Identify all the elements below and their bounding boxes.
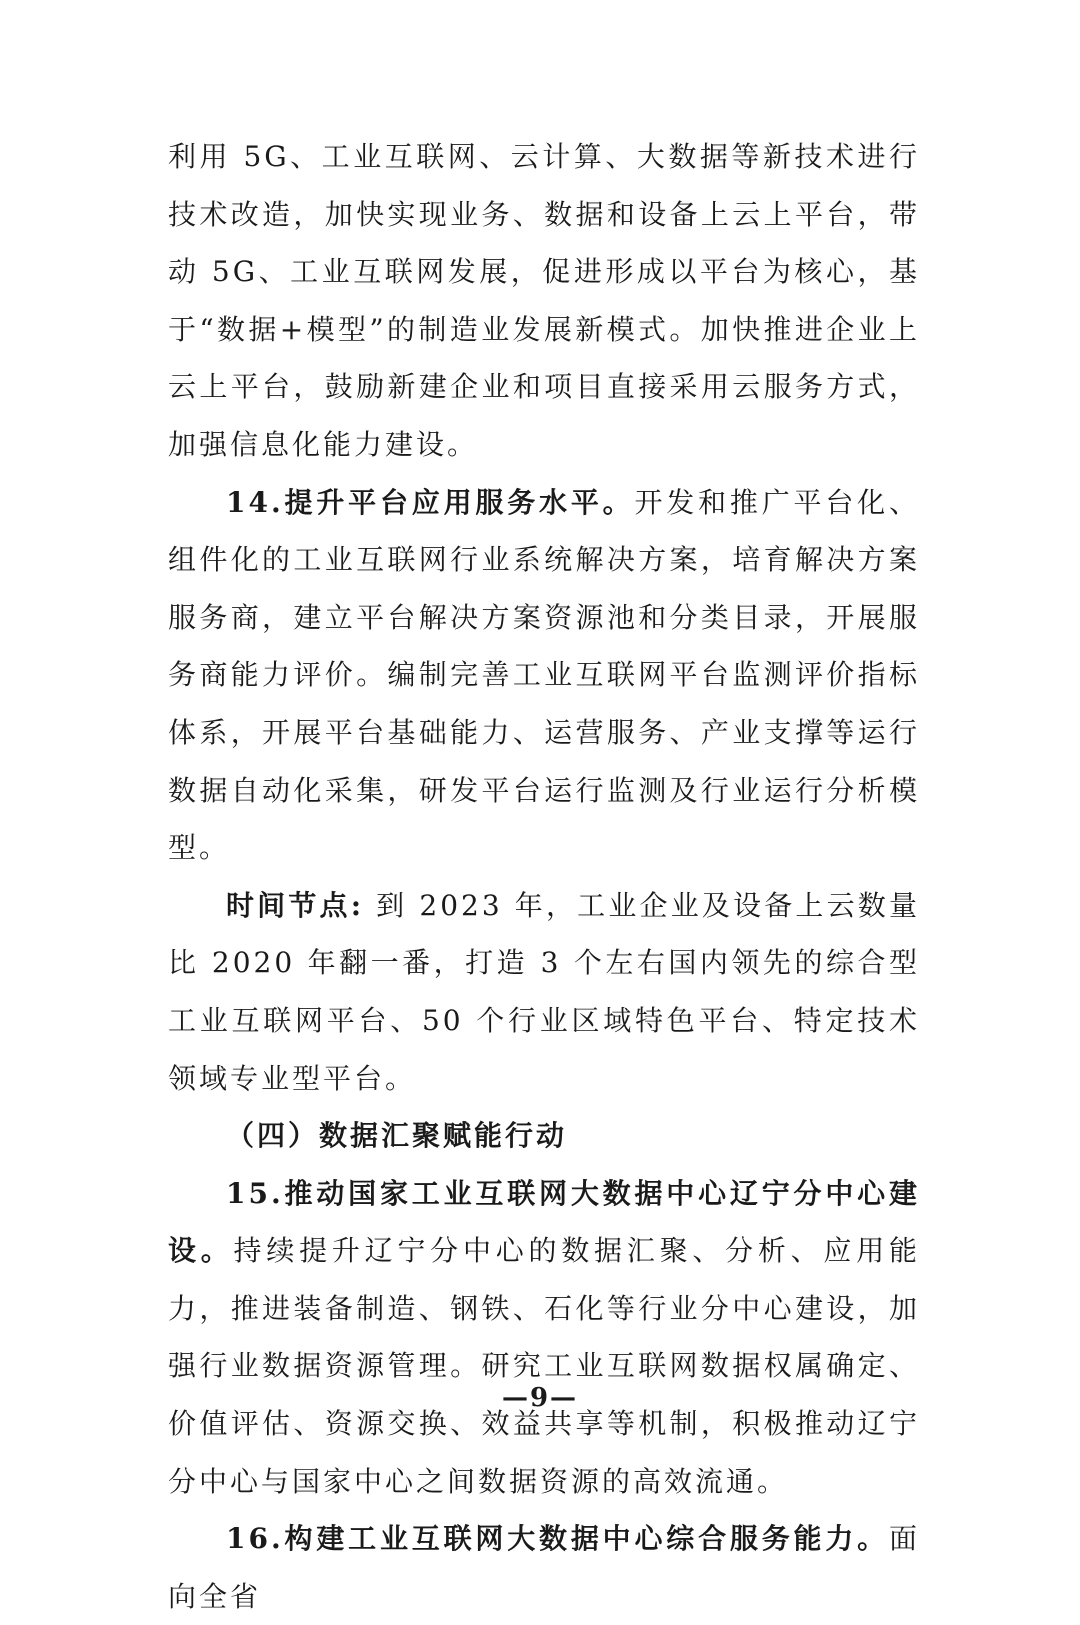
item-15-body: 持续提升辽宁分中心的数据汇聚、分析、应用能力，推进装备制造、钢铁、石化等行业分中心建设，加强行业数据资源管理。研究工业互联网数据权属确定、价值评估、资源交换、效益共享等机制，积极推动辽宁分中心与国家中心之间数据资源的高效流通。 <box>168 1234 920 1498</box>
paragraph-item-16 <box>168 1510 920 1625</box>
paragraph-time-node <box>168 877 920 1107</box>
item-15-title: 15.推动国家工业互联网大数据中心辽宁分中心建设。 <box>168 1176 920 1268</box>
item-14-title: 14.提升平台应用服务水平。 <box>226 485 635 519</box>
item-16-body: 面向全省 <box>168 1522 920 1613</box>
section-heading-4: （四）数据汇聚赋能行动 <box>226 1119 568 1153</box>
item-16-title: 16.构建工业互联网大数据中心综合服务能力。 <box>226 1522 889 1556</box>
paragraph-item-14 <box>168 474 920 877</box>
time-node-title: 时间节点: <box>226 888 365 922</box>
paragraph-item-15 <box>168 1165 920 1511</box>
page-number: —9— <box>501 1383 579 1413</box>
time-node-body: 到 2023 年，工业企业及设备上云数量比 2020 年翻一番，打造 3 个左右国内领先的综合型工业互联网平台、50 个行业区域特色平台、特定技术领域专业型平台。 <box>168 888 920 1095</box>
item-14-body: 开发和推广平台化、组件化的工业互联网行业系统解决方案，培育解决方案服务商，建立平台解决方案资源池和分类目录，开展服务商能力评价。编制完善工业互联网平台监测评价指标体系，开展平台基础能力、运营服务、产业支撑等运行数据自动化采集，研发平台运行监测及行业运行分析模型。 <box>168 485 920 865</box>
paragraph-continuation: 利用 5G、工业互联网、云计算、大数据等新技术进行技术改造，加快实现业务、数据和设备上云上平台，带动 5G、工业互联网发展，促进形成以平台为核心，基于“数据+模型”的制造业发展新模式。加快推进企业上云上平台，鼓励新建企业和项目直接采用云服务方式，加强信息化能力建设。 <box>168 140 920 461</box>
